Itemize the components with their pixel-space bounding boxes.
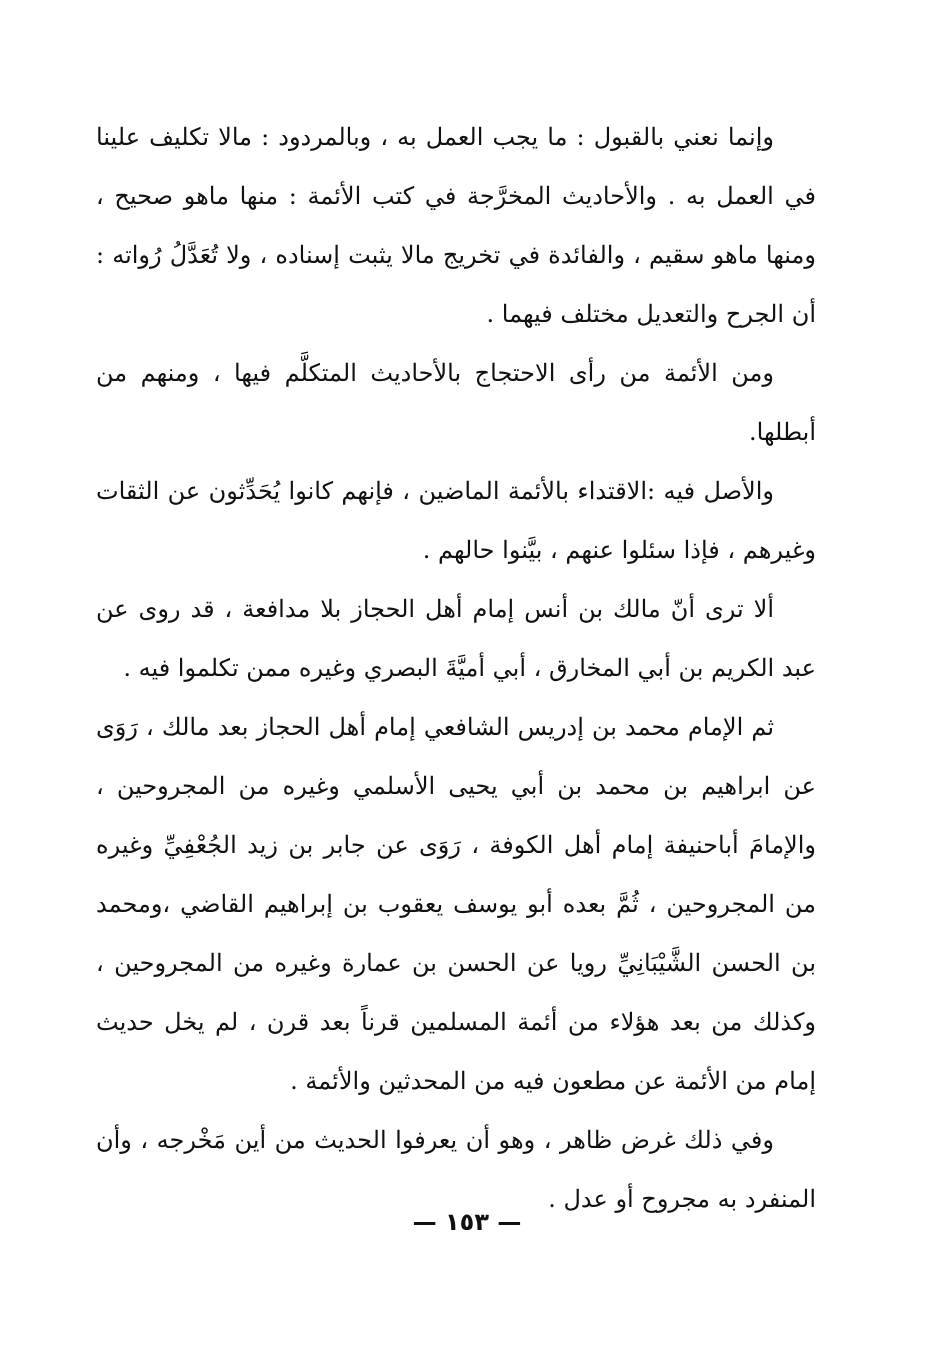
paragraph: ألا ترى أنّ مالك بن أنس إمام أهل الحجاز بلا مدافعة ، قد روى عن عبد الكريم بن أبي المخارق ، أبي أميَّةَ البصري وغيره ممن تكلموا فيه . (96, 595, 816, 682)
page-number: — ١٥٣ — (412, 1208, 522, 1236)
paragraph: ثم الإمام محمد بن إدريس الشافعي إمام أهل الحجاز بعد مالك ، رَوَى عن ابراهيم بن محمد بن أبي يحيى الأسلمي وغيره من المجروحين ، والإمامَ أباحنيفة إمام أهل الكوفة ، رَوَى عن جابر بن زيد الجُعْفِيِّ وغيره من المجروحين ، ثُمَّ بعده أبو يوسف يعقوب بن إبراهيم القاضي ،ومحمد بن الحسن الشَّيْبَانِيِّ رويا عن الحسن بن عمارة وغيره من المجروحين ، وكذلك من بعد هؤلاء من أئمة المسلمين قرناً بعد قرن ، لم يخل حديث إمام من الأئمة عن مطعون فيه من المحدثين والأئمة . (96, 713, 816, 1095)
paragraph: والأصل فيه :الاقتداء بالأئمة الماضين ، فإنهم كانوا يُحَدِّثون عن الثقات وغيرهم ، فإذا سئلوا عنهم ، بيَّنوا حالهم . (96, 477, 816, 564)
paragraph: ومن الأئمة من رأى الاحتجاج بالأحاديث المتكلَّم فيها ، ومنهم من أبطلها. (96, 359, 816, 446)
paragraph: وإنما نعني بالقبول : ما يجب العمل به ، وبالمردود : مالا تكليف علينا في العمل به . والأحاديث المخرَّجة في كتب الأئمة : منها ماهو صحيح ، ومنها ماهو سقيم ، والفائدة في تخريج مالا يثبت إسناده ، ولا تُعَدَّلُ رُواته : أن الجرح والتعديل مختلف فيهما . (96, 123, 816, 328)
paragraph: وفي ذلك غرض ظاهر ، وهو أن يعرفوا الحديث من أين مَخْرجه ، وأن المنفرد به مجروح أو عدل . (96, 1126, 816, 1213)
page-body (96, 108, 816, 1229)
